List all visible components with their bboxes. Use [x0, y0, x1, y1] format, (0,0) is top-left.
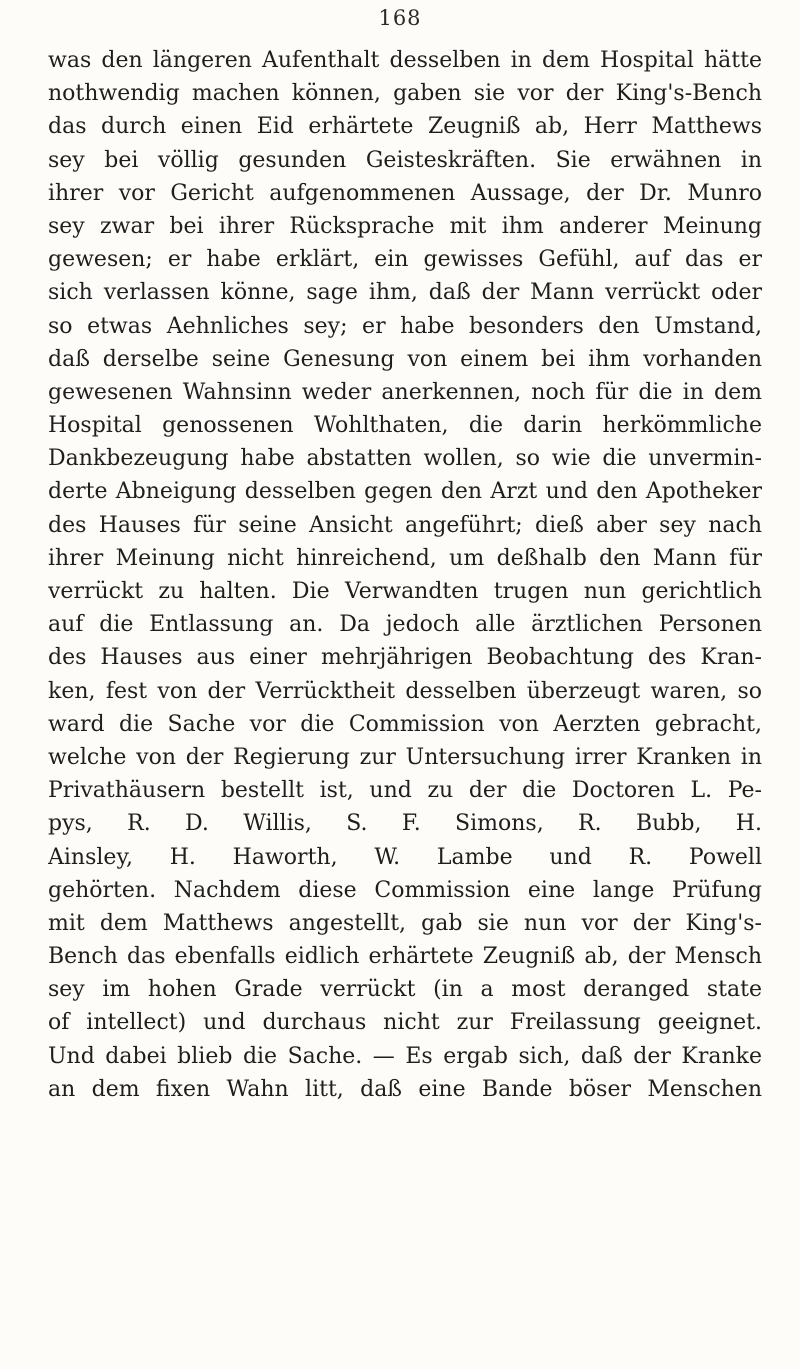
text-line: des Hauses aus einer mehrjährigen Beobachtung des Kran- — [48, 645, 762, 671]
text-line: sey zwar bei ihrer Rücksprache mit ihm anderer Meinung — [48, 213, 762, 239]
text-line: gehörten. Nachdem diese Commission eine lange Prüfung — [48, 877, 762, 903]
text-line: so etwas Aehnliches sey; er habe besonders den Umstand, — [48, 313, 762, 339]
text-line: des Hauses für seine Ansicht angeführt; dieß aber sey nach — [48, 512, 762, 538]
text-line: Dankbezeugung habe abstatten wollen, so wie die unvermin- — [48, 446, 762, 472]
text-line: Ainsley, H. Haworth, W. Lambe und R. Powell — [48, 844, 762, 870]
text-line: was den längeren Aufenthalt desselben in dem Hospital hätte — [48, 48, 762, 73]
text-line: das durch einen Eid erhärtete Zeugniß ab, Herr Matthews — [48, 114, 762, 140]
text-line: of intellect) und durchaus nicht zur Freilassung geeignet. — [48, 1010, 762, 1036]
text-line: an dem fixen Wahn litt, daß eine Bande böser Menschen — [48, 1076, 762, 1102]
text-line: Hospital genossenen Wohlthaten, die darin herkömmliche — [48, 413, 762, 439]
text-line: Und dabei blieb die Sache. — Es ergab sich, daß der Kranke — [48, 1043, 762, 1069]
text-line: gewesen; er habe erklärt, ein gewisses Gefühl, auf das er — [48, 247, 762, 273]
text-line: ihrer Meinung nicht hinreichend, um deßhalb den Mann für — [48, 545, 762, 571]
text-line: verrückt zu halten. Die Verwandten trugen nun gerichtlich — [48, 579, 762, 604]
text-line: Privathäusern bestellt ist, und zu der die Doctoren L. Pe- — [48, 778, 762, 804]
text-line: Bench das ebenfalls eidlich erhärtete Zeugniß ab, der Mensch — [48, 944, 762, 970]
text-line: sey bei völlig gesunden Geisteskräften. Sie erwähnen in — [48, 147, 762, 173]
body-text — [48, 44, 762, 1106]
text-line: mit dem Matthews angestellt, gab sie nun vor der King's- — [48, 910, 762, 936]
text-line: ihrer vor Gericht aufgenommenen Aussage, der Dr. Munro — [48, 180, 762, 206]
text-line: ward die Sache vor die Commission von Aerzten gebracht, — [48, 711, 762, 737]
text-line: welche von der Regierung zur Untersuchung irrer Kranken in — [48, 744, 762, 770]
text-line: pys, R. D. Willis, S. F. Simons, R. Bubb, H. — [48, 811, 762, 837]
text-line: nothwendig machen können, gaben sie vor der King's-Bench — [48, 81, 762, 107]
text-line: daß derselbe seine Genesung von einem bei ihm vorhanden — [48, 346, 762, 372]
text-line: gewesenen Wahnsinn weder anerkennen, noch für die in dem — [48, 379, 762, 405]
page-number: 168 — [378, 6, 422, 30]
text-line: auf die Entlassung an. Da jedoch alle ärztlichen Personen — [48, 612, 762, 638]
text-line: derte Abneigung desselben gegen den Arzt und den Apotheker — [48, 479, 762, 505]
text-line: sey im hohen Grade verrückt (in a most deranged state — [48, 977, 762, 1003]
text-line: ken, fest von der Verrücktheit desselben überzeugt waren, so — [48, 678, 762, 704]
text-line: sich verlassen könne, sage ihm, daß der Mann verrückt oder — [48, 280, 762, 306]
